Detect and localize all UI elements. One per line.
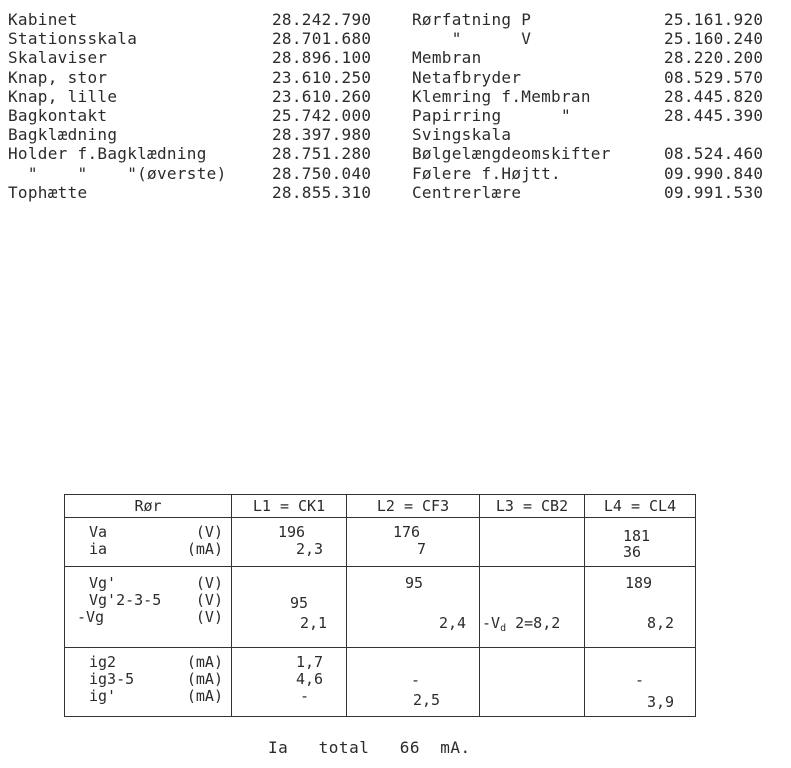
value-l4-vg1: 189 bbox=[625, 574, 653, 592]
row-label-grid-voltage bbox=[65, 567, 232, 648]
part-row bbox=[8, 48, 393, 67]
part-name: Bagklædning bbox=[8, 125, 118, 145]
cell-l3-grid-voltage bbox=[480, 567, 585, 648]
label-vg235: Vg'2-3-5 bbox=[89, 591, 162, 609]
cell-l4-anode bbox=[585, 518, 696, 567]
row-label-anode bbox=[65, 518, 232, 567]
part-number: 28.397.980 bbox=[272, 125, 372, 145]
part-number: 25.160.240 bbox=[664, 29, 764, 49]
part-name: Centrerlære bbox=[412, 182, 522, 202]
part-name: Skalaviser bbox=[8, 48, 108, 68]
value-l1-vg235: 95 bbox=[290, 594, 309, 612]
part-name: Membran bbox=[412, 48, 482, 68]
part-name: Følere f.Højtt. bbox=[412, 163, 561, 183]
header-l3: L3 = CB2 bbox=[480, 495, 585, 518]
part-row bbox=[412, 164, 791, 183]
value-l2-ig35: - bbox=[411, 671, 421, 689]
part-row bbox=[412, 87, 791, 106]
part-name: Tophætte bbox=[8, 182, 88, 202]
part-row bbox=[8, 125, 393, 144]
unit-vg1: (V) bbox=[195, 574, 223, 592]
header-l1: L1 = CK1 bbox=[232, 495, 347, 518]
cell-l3-anode bbox=[480, 518, 585, 567]
part-row bbox=[412, 183, 791, 202]
cell-l1-anode bbox=[232, 518, 347, 567]
part-row bbox=[8, 144, 393, 163]
table-row-anode bbox=[65, 518, 696, 567]
part-name: Holder f.Bagklædning bbox=[8, 144, 207, 164]
table-header-row bbox=[65, 495, 696, 518]
value-l2-vg1: 95 bbox=[405, 574, 424, 592]
part-name: Svingskala bbox=[412, 125, 512, 145]
part-number: 28.701.680 bbox=[272, 29, 372, 49]
part-number: 23.610.250 bbox=[272, 67, 372, 87]
part-row bbox=[412, 48, 791, 67]
value-l4-va: 181 bbox=[623, 527, 651, 545]
header-l2: L2 = CF3 bbox=[347, 495, 480, 518]
part-row bbox=[8, 87, 393, 106]
part-row bbox=[412, 144, 791, 163]
parts-list-left bbox=[8, 10, 393, 202]
part-row bbox=[8, 106, 393, 125]
label-ig2: ig2 bbox=[89, 653, 117, 671]
value-l2-ia: 7 bbox=[417, 540, 427, 558]
header-tube: Rør bbox=[65, 495, 232, 518]
part-row bbox=[412, 125, 791, 144]
part-name: " " "(øverste) bbox=[8, 163, 227, 183]
label-ig1: ig' bbox=[89, 687, 117, 705]
part-row bbox=[412, 68, 791, 87]
value-l1-va: 196 bbox=[278, 523, 306, 541]
cell-l2-grid-voltage bbox=[347, 567, 480, 648]
part-name: Papirring " bbox=[412, 105, 571, 125]
label-va: Va bbox=[89, 523, 108, 541]
part-number: 28.242.790 bbox=[272, 10, 372, 29]
value-l4-ig1: 3,9 bbox=[647, 693, 675, 711]
part-name: " V bbox=[412, 29, 532, 49]
part-row bbox=[412, 29, 791, 48]
part-name: Bølgelængdeomskifter bbox=[412, 144, 611, 164]
cell-l1-grid-current bbox=[232, 648, 347, 717]
part-number: 23.610.260 bbox=[272, 86, 372, 106]
unit-ig2: (mA) bbox=[186, 653, 223, 671]
part-name: Kabinet bbox=[8, 10, 78, 29]
cell-l2-anode bbox=[347, 518, 480, 567]
unit-ia: (mA) bbox=[186, 540, 223, 558]
value-l3-vd: $-V_d$ 2=8,2 bbox=[482, 614, 561, 634]
part-number: 28.751.280 bbox=[272, 144, 372, 164]
header-l4: L4 = CL4 bbox=[585, 495, 696, 518]
cell-l4-grid-current bbox=[585, 648, 696, 717]
part-name: Bagkontakt bbox=[8, 105, 108, 125]
unit-ig1: (mA) bbox=[186, 687, 223, 705]
part-number: 28.445.390 bbox=[664, 105, 764, 125]
part-number: 08.529.570 bbox=[664, 67, 764, 87]
part-name: Stationsskala bbox=[8, 29, 138, 49]
tube-voltage-table bbox=[64, 494, 696, 717]
total-current-note: Ia total 66 mA. bbox=[268, 738, 471, 757]
value-l4-ia: 36 bbox=[623, 543, 642, 561]
value-l1-ig1: - bbox=[300, 687, 310, 705]
value-l2-va: 176 bbox=[393, 523, 421, 541]
part-row bbox=[412, 106, 791, 125]
value-l1-ig35: 4,6 bbox=[296, 670, 324, 688]
part-row bbox=[8, 68, 393, 87]
value-l2-neg-vg: 2,4 bbox=[439, 614, 467, 632]
part-row bbox=[8, 29, 393, 48]
part-number: 28.896.100 bbox=[272, 48, 372, 68]
part-number: 28.220.200 bbox=[664, 48, 764, 68]
cell-l4-grid-voltage bbox=[585, 567, 696, 648]
label-vg1: Vg' bbox=[89, 574, 117, 592]
value-l2-ig1: 2,5 bbox=[413, 691, 441, 709]
part-number: 09.991.530 bbox=[664, 182, 764, 202]
value-l1-ia: 2,3 bbox=[296, 540, 324, 558]
cell-l3-grid-current bbox=[480, 648, 585, 717]
cell-l2-grid-current bbox=[347, 648, 480, 717]
table-row-grid-voltage bbox=[65, 567, 696, 648]
part-number: 08.524.460 bbox=[664, 144, 764, 164]
part-row bbox=[412, 10, 791, 29]
part-name: Klemring f.Membran bbox=[412, 86, 591, 106]
part-row bbox=[8, 164, 393, 183]
part-name: Netafbryder bbox=[412, 67, 522, 87]
value-l1-neg-vg: 2,1 bbox=[300, 614, 328, 632]
unit-neg-vg: (V) bbox=[195, 608, 223, 626]
part-number: 25.742.000 bbox=[272, 105, 372, 125]
part-number: 09.990.840 bbox=[664, 163, 764, 183]
part-row bbox=[8, 183, 393, 202]
part-name: Knap, stor bbox=[8, 67, 108, 87]
label-neg-vg: -Vg bbox=[77, 608, 105, 626]
unit-vg235: (V) bbox=[195, 591, 223, 609]
unit-ig35: (mA) bbox=[186, 670, 223, 688]
label-ia: ia bbox=[89, 540, 108, 558]
row-label-grid-current bbox=[65, 648, 232, 717]
part-number: 28.445.820 bbox=[664, 86, 764, 106]
parts-list-right bbox=[412, 10, 791, 202]
part-number: 28.750.040 bbox=[272, 163, 372, 183]
unit-va: (V) bbox=[195, 523, 223, 541]
value-l4-neg-vg: 8,2 bbox=[647, 614, 675, 632]
value-l1-ig2: 1,7 bbox=[296, 653, 324, 671]
part-number: 25.161.920 bbox=[664, 10, 764, 29]
table-row-grid-current bbox=[65, 648, 696, 717]
part-name: Knap, lille bbox=[8, 86, 118, 106]
label-ig35: ig3-5 bbox=[89, 670, 135, 688]
part-row bbox=[8, 10, 393, 29]
cell-l1-grid-voltage bbox=[232, 567, 347, 648]
part-number: 28.855.310 bbox=[272, 182, 372, 202]
part-name: Rørfatning P bbox=[412, 10, 532, 29]
value-l4-ig35: - bbox=[635, 671, 645, 689]
